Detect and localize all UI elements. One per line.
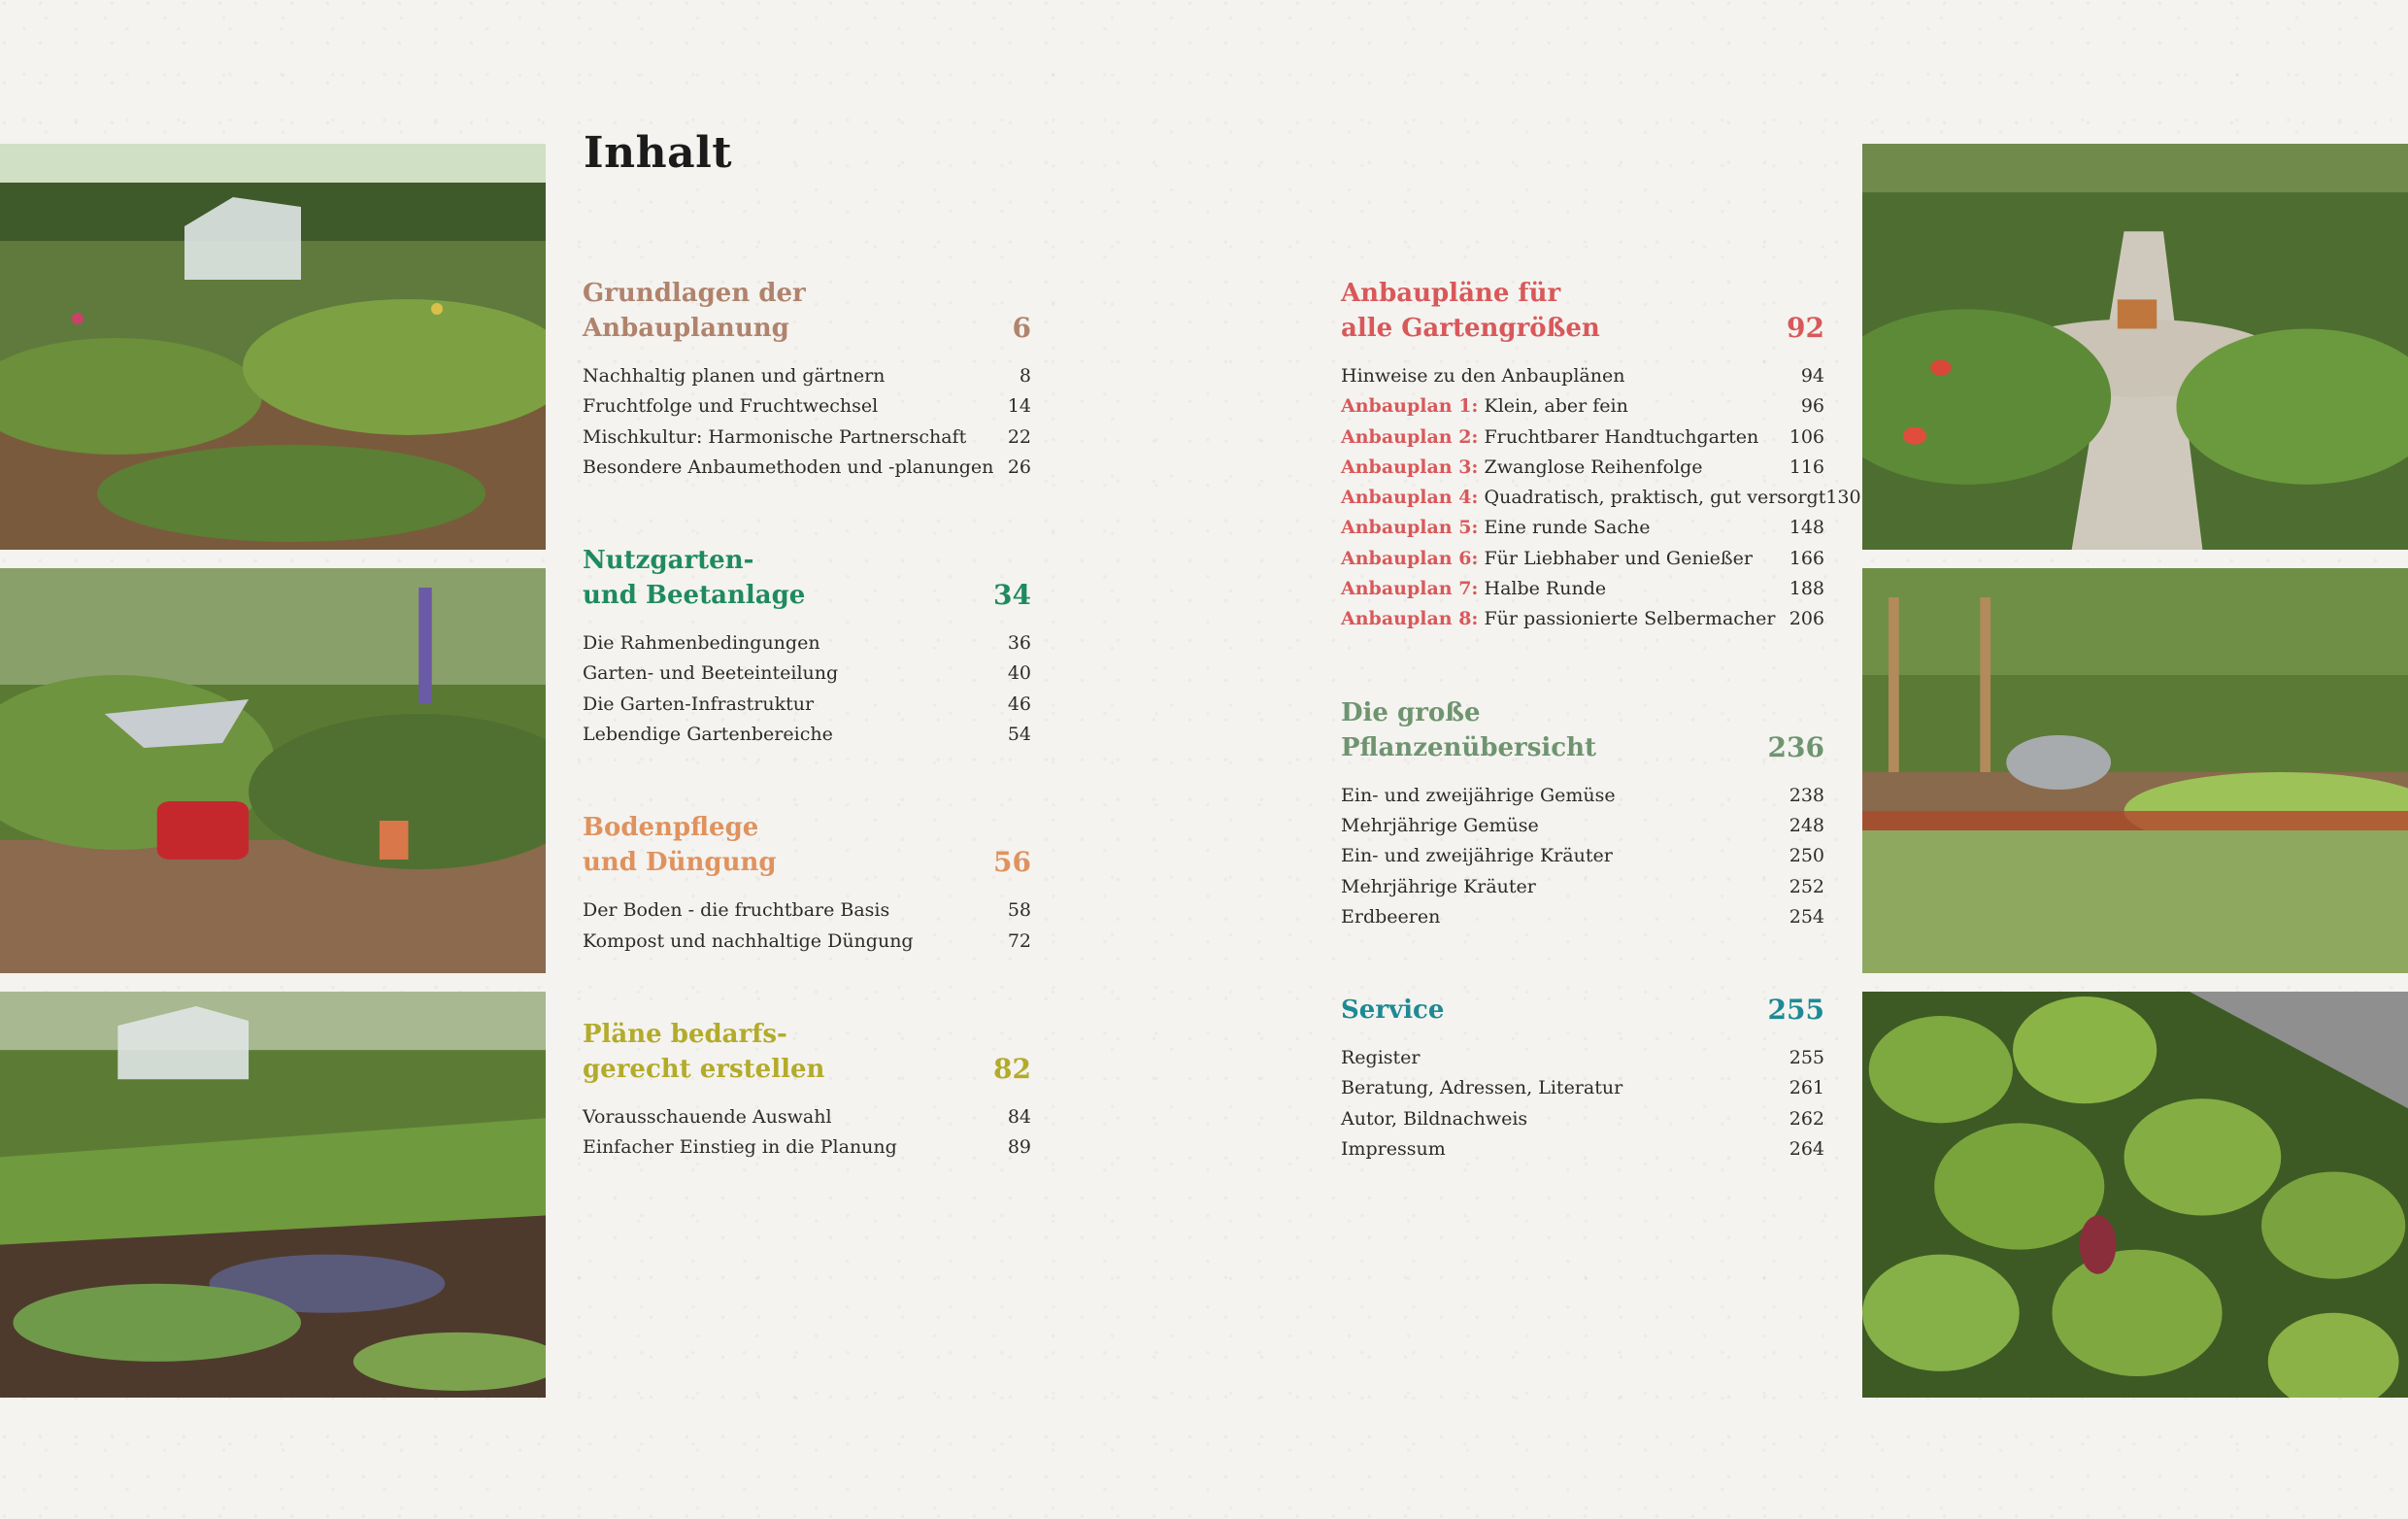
toc-entry[interactable]: Kompost und nachhaltige Düngung 72 [583, 929, 1031, 952]
section-title: Anbaupläne für alle Gartengrößen [1341, 279, 1600, 343]
toc-entry[interactable]: Nachhaltig planen und gärtnern 8 [583, 365, 1031, 387]
page-title: Inhalt [584, 128, 733, 178]
toc-entry[interactable]: Anbauplan 4: Quadratisch, praktisch, gut versorgt 130 [1341, 487, 1861, 509]
toc-column-left [583, 276, 1031, 1224]
garden-photo-lettuce-chard [1862, 992, 2408, 1398]
toc-entry[interactable]: Anbauplan 6: Für Liebhaber und Genießer 166 [1341, 547, 1824, 569]
section-page: 6 [1012, 312, 1031, 344]
toc-entry[interactable]: Hinweise zu den Anbauplänen 94 [1341, 365, 1824, 387]
toc-section-bodenpflege [583, 810, 1031, 957]
toc-entry[interactable]: Impressum 264 [1341, 1138, 1824, 1161]
toc-entry[interactable]: Die Garten-Infrastruktur 46 [583, 692, 1031, 715]
toc-entry[interactable]: Anbauplan 1: Klein, aber fein 96 [1341, 395, 1824, 418]
toc-entry[interactable]: Ein- und zweijährige Gemüse 238 [1341, 784, 1824, 806]
toc-section-service [1341, 993, 1824, 1165]
toc-entry[interactable]: Vorausschauende Auswahl 84 [583, 1105, 1031, 1128]
toc-entry[interactable]: Anbauplan 2: Fruchtbarer Handtuchgarten 106 [1341, 425, 1824, 448]
toc-entry[interactable]: Ein- und zweijährige Kräuter 250 [1341, 845, 1824, 867]
section-title: Pläne bedarfs- gerecht erstellen [583, 1019, 825, 1084]
toc-entry[interactable]: Anbauplan 7: Halbe Runde 188 [1341, 578, 1824, 600]
section-title: Grundlagen der Anbauplanung [583, 279, 806, 343]
toc-entry[interactable]: Garten- und Beeteinteilung 40 [583, 662, 1031, 685]
garden-photo-wheelbarrow [0, 568, 546, 973]
toc-entry[interactable]: Beratung, Adressen, Literatur 261 [1341, 1077, 1824, 1099]
toc-entry[interactable]: Erdbeeren 254 [1341, 905, 1824, 928]
garden-photo-raised-beds-path [1862, 144, 2408, 550]
section-title: Nutzgarten- und Beetanlage [583, 546, 806, 611]
section-page: 92 [1787, 312, 1824, 344]
section-page: 82 [993, 1052, 1031, 1085]
toc-entry[interactable]: Mehrjährige Kräuter 252 [1341, 875, 1824, 897]
toc-section-plaene [583, 1017, 1031, 1164]
section-title: Bodenpflege und Düngung [583, 813, 777, 878]
section-page: 56 [993, 846, 1031, 879]
toc-entry[interactable]: Anbauplan 8: Für passionierte Selbermacher 206 [1341, 608, 1824, 630]
garden-photo-greenhouse-beds [0, 144, 546, 550]
toc-section-grundlagen [583, 276, 1031, 483]
toc-entry[interactable]: Mehrjährige Gemüse 248 [1341, 814, 1824, 836]
toc-entry[interactable]: Anbauplan 3: Zwanglose Reihenfolge 116 [1341, 456, 1824, 478]
section-page: 34 [993, 579, 1031, 612]
section-title: Service [1341, 996, 1445, 1026]
toc-entry[interactable]: Lebendige Gartenbereiche 54 [583, 724, 1031, 746]
toc-entry[interactable]: Besondere Anbaumethoden und -planungen 26 [583, 456, 1031, 478]
toc-section-anbauplaene [1341, 276, 1861, 635]
toc-entry[interactable]: Anbauplan 5: Eine runde Sache 148 [1341, 517, 1824, 539]
toc-entry[interactable]: Mischkultur: Harmonische Partnerschaft 22 [583, 425, 1031, 448]
section-title: Die große Pflanzenübersicht [1341, 697, 1596, 762]
toc-entry[interactable]: Die Rahmenbedingungen 36 [583, 632, 1031, 655]
section-page: 255 [1767, 994, 1824, 1027]
toc-section-nutzgarten [583, 543, 1031, 750]
toc-column-right [1341, 276, 1861, 1225]
toc-entry[interactable]: Einfacher Einstieg in die Planung 89 [583, 1136, 1031, 1159]
toc-entry[interactable]: Der Boden - die fruchtbare Basis 58 [583, 899, 1031, 922]
garden-photo-watering-cans [1862, 568, 2408, 973]
toc-entry[interactable]: Register 255 [1341, 1047, 1824, 1069]
toc-entry[interactable]: Autor, Bildnachweis 262 [1341, 1107, 1824, 1130]
toc-entry[interactable]: Fruchtfolge und Fruchtwechsel 14 [583, 395, 1031, 418]
garden-photo-vegetable-rows [0, 992, 546, 1398]
toc-section-pflanzenuebersicht [1341, 695, 1824, 932]
section-page: 236 [1767, 730, 1824, 763]
